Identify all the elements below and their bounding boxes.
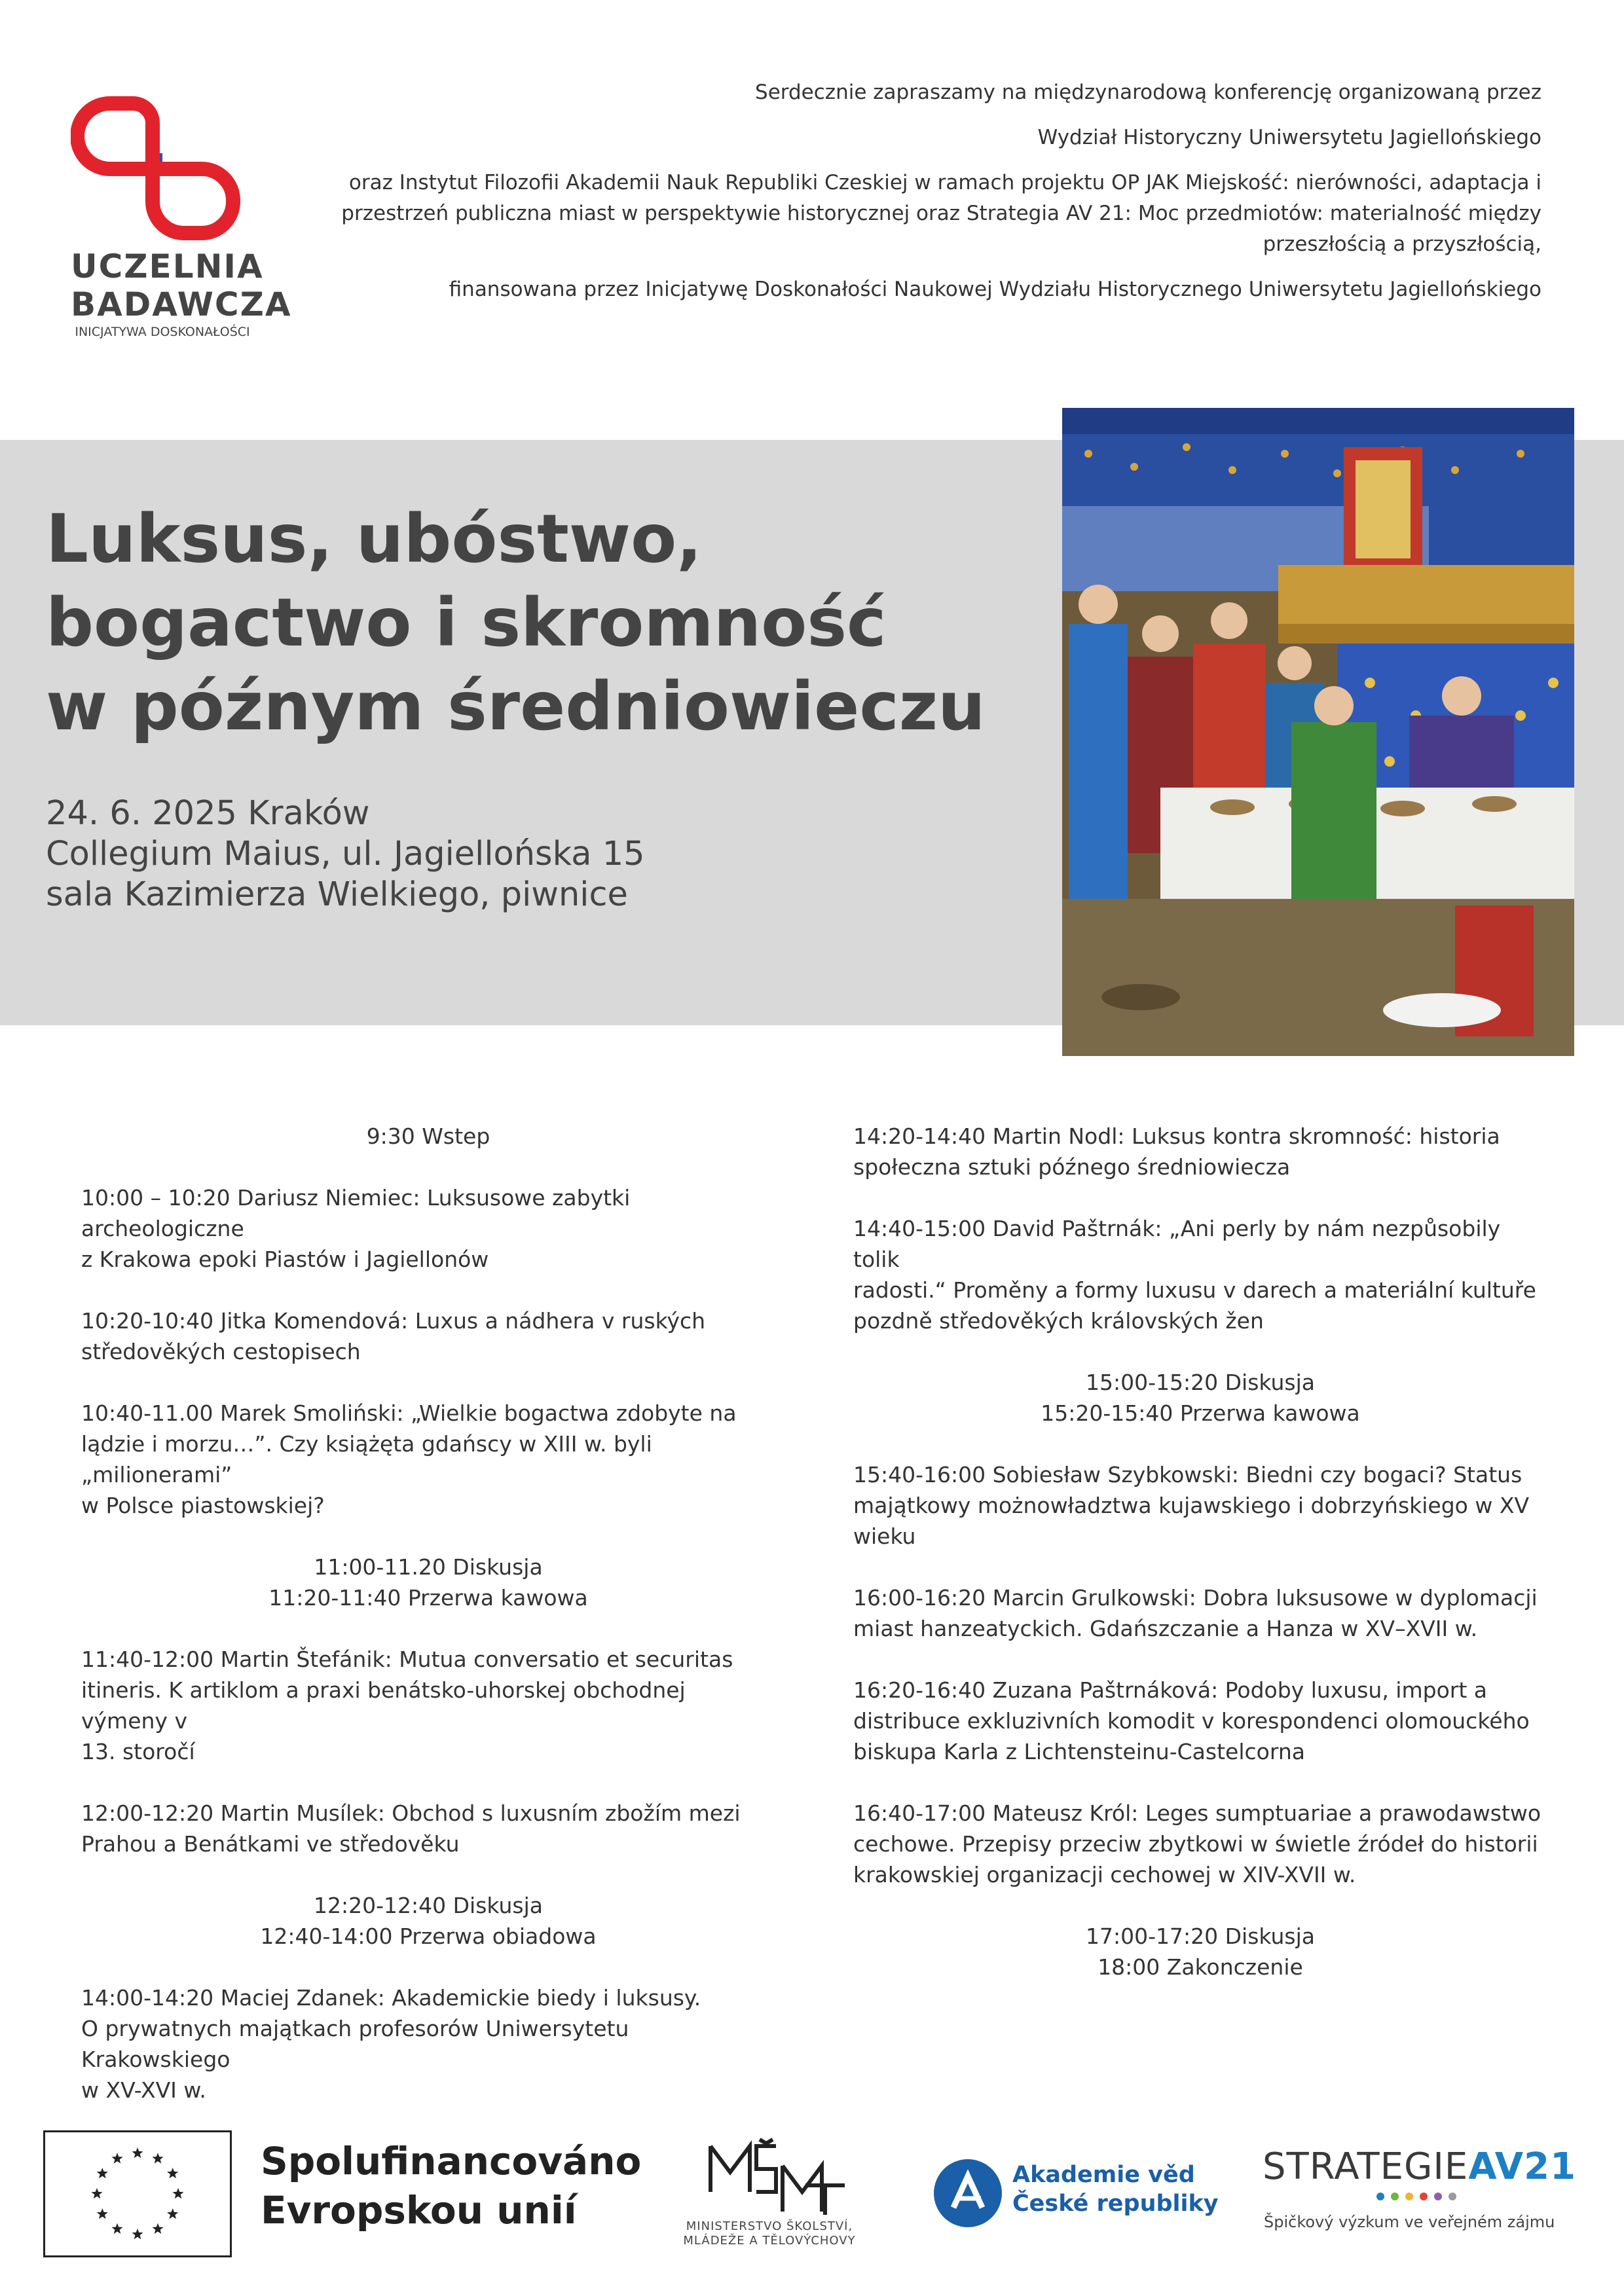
academy-of-sciences-icon: [934, 2159, 1002, 2227]
program-line: krakowskiej organizacji cechowej w XIV-XVII w.: [853, 1862, 1356, 1887]
title-line-2: bogactwo i skromność: [46, 584, 887, 662]
program-break: [81, 1890, 775, 1952]
program-line: wieku: [853, 1523, 916, 1549]
program-line: 9:30 Wstep: [366, 1123, 490, 1149]
eu-line-2: Evropskou unií: [261, 2188, 577, 2232]
program-line: cechowe. Przepisy przeciw zbytkowi w świetle źródeł do historii: [853, 1831, 1538, 1857]
eu-star-icon: [167, 2208, 178, 2219]
program-column-left: [81, 1121, 775, 2136]
eu-star-icon: [91, 2188, 102, 2198]
program-line: 10:00 – 10:20 Dariusz Niemiec: Luksusowe zabytki archeologiczne: [81, 1185, 631, 1241]
program-line: 10:20-10:40 Jitka Komendová: Luxus a nádhera v ruských: [81, 1308, 706, 1334]
strategie-dots-icon: [1375, 2192, 1480, 2201]
program-line: 16:00-16:20 Marcin Grulkowski: Dobra luksusowe w dyplomacji: [853, 1585, 1538, 1611]
eu-stars-icon: [45, 2132, 230, 2255]
program-line: 13. storočí: [81, 1739, 195, 1764]
logo-line-3: INICJATYWA DOSKONAŁOŚCI: [75, 325, 250, 339]
eu-star-icon: [152, 2153, 163, 2163]
strategie-av21-logo: [1263, 2147, 1576, 2187]
program-talk: [853, 1675, 1547, 1767]
program-break: [81, 1552, 775, 1613]
program-line: z Krakowa epoki Piastów i Jagiellonów: [81, 1247, 489, 1272]
logo-line-2: BADAWCZA: [71, 285, 292, 323]
program-line: 15:00-15:20 Diskusja: [1086, 1370, 1315, 1395]
program-line: radosti.“ Proměny a formy luxusu v darech a materiální kultuře: [853, 1277, 1536, 1303]
program-line: 11:40-12:00 Martin Štefánik: Mutua conversatio et securitas: [81, 1647, 733, 1672]
eu-star-icon: [111, 2223, 122, 2234]
intro-paragraph-3: oraz Instytut Filozofii Akademii Nauk Republiki Czeskiej w ramach projektu OP JAK Miejskość: nierówności, adaptacja i przestrzeń publiczna miast w perspektywie historycznej oraz Strategia AV 21: Moc przedmiotów: materialność między przeszłością a przyszłością,: [341, 171, 1541, 256]
university-logo: [71, 90, 292, 352]
program-line: 11:00-11.20 Diskusja: [314, 1554, 543, 1580]
academy-of-sciences-text: [1012, 2160, 1219, 2218]
program-line: 16:20-16:40 Zuzana Paštrnáková: Podoby luxusu, import a: [853, 1677, 1487, 1703]
eu-star-icon: [111, 2153, 122, 2163]
program-line: 11:20-11:40 Przerwa kawowa: [268, 1585, 588, 1611]
program-line: 12:20-12:40 Diskusja: [314, 1893, 543, 1918]
program-line: O prywatnych majątkach profesorów Uniwersytetu Krakowskiego: [81, 2016, 629, 2072]
program-talk: [81, 1798, 775, 1859]
program-talk: [853, 1213, 1547, 1336]
program-talk: [81, 1305, 775, 1367]
program-line: majątkowy możnowładztwa kujawskiego i dobrzyńskiego w XV: [853, 1493, 1530, 1518]
program-break: [81, 1121, 775, 1152]
program-line: 14:40-15:00 David Paštrnák: „Ani perly by nám nezpůsobily tolik: [853, 1216, 1501, 1272]
strategie-av21: AV21: [1468, 2145, 1577, 2188]
msmt-line-2: MLÁDEŽE A TĚLOVÝCHOVY: [683, 2234, 856, 2248]
program-line: 14:00-14:20 Maciej Zdanek: Akademickie biedy i luksusy.: [81, 1985, 701, 2011]
program-line: 15:20-15:40 Przerwa kawowa: [1041, 1400, 1360, 1426]
logo-mark-icon: [71, 90, 254, 244]
program-line: 16:40-17:00 Mateusz Król: Leges sumptuariae a prawodawstwo: [853, 1800, 1541, 1826]
program-line: 14:20-14:40 Martin Nodl: Luksus kontra skromność: historia: [853, 1123, 1500, 1149]
eu-flag: [43, 2130, 232, 2257]
program-talk: [81, 1182, 775, 1275]
conference-title: [46, 498, 1028, 749]
av-line-1: Akademie věd: [1012, 2162, 1195, 2188]
eu-star-icon: [152, 2223, 163, 2234]
program-line: biskupa Karla z Lichtensteinu-Castelcorna: [853, 1739, 1305, 1764]
strategie-word: STRATEGIE: [1263, 2145, 1469, 2188]
eu-star-icon: [132, 2147, 143, 2158]
program-line: itineris. K artiklom a praxi benátsko-uhorskej obchodnej výmeny v: [81, 1677, 686, 1734]
program-line: lądzie i morzu…”. Czy książęta gdańscy w XIII w. byli „milionerami”: [81, 1431, 652, 1487]
program-talk: [853, 1582, 1547, 1644]
program-break: [853, 1921, 1547, 1982]
program-talk: [81, 1398, 775, 1521]
program-break: [853, 1367, 1547, 1429]
program-line: distribuce exkluzivních komodit v korespondenci olomouckého: [853, 1708, 1530, 1734]
event-room: sala Kazimierza Wielkiego, piwnice: [46, 875, 628, 914]
eu-star-icon: [97, 2168, 108, 2178]
program-talk: [853, 1459, 1547, 1552]
invitation-text: [297, 77, 1541, 319]
logo-line-1: UCZELNIA: [71, 247, 264, 285]
eu-funding-text: [261, 2137, 641, 2235]
program-column-right: [853, 1121, 1547, 2013]
msmt-line-1: MINISTERSTVO ŠKOLSTVÍ,: [686, 2219, 853, 2233]
event-details: [46, 793, 645, 915]
title-line-1: Luksus, ubóstwo,: [46, 500, 702, 578]
program-line: w Polsce piastowskiej?: [81, 1493, 325, 1518]
program-line: 10:40-11.00 Marek Smoliński: „Wielkie bogactwa zdobyte na: [81, 1400, 737, 1426]
eu-line-1: Spolufinancováno: [261, 2139, 642, 2183]
program-talk: [81, 1982, 775, 2105]
program-line: 12:00-12:20 Martin Musílek: Obchod s luxusním zbožím mezi: [81, 1800, 741, 1826]
title-line-3: w późnym średniowieczu: [46, 668, 986, 746]
program-line: Prahou a Benátkami ve středověku: [81, 1831, 460, 1857]
eu-star-icon: [172, 2188, 183, 2198]
program-line: 18:00 Zakonczenie: [1098, 1954, 1303, 1980]
program-talk: [81, 1644, 775, 1767]
program-talk: [853, 1798, 1547, 1890]
intro-paragraph-2: Wydział Historyczny Uniwersytetu Jagiellońskiego: [1037, 126, 1541, 149]
program-line: społeczna sztuki późnego średniowiecza: [853, 1154, 1291, 1180]
program-line: miast hanzeatyckich. Gdańszczanie a Hanza w XV–XVII w.: [853, 1616, 1478, 1641]
av-line-2: České republiky: [1012, 2191, 1219, 2217]
program-line: w XV-XVI w.: [81, 2077, 206, 2103]
program-line: středověkých cestopisech: [81, 1339, 361, 1364]
program-talk: [853, 1121, 1547, 1182]
msmt-text: [645, 2219, 894, 2248]
program-line: pozdně středověkých královských žen: [853, 1308, 1264, 1334]
program-line: 12:40-14:00 Przerwa obiadowa: [260, 1923, 597, 1949]
intro-paragraph-1: Serdecznie zapraszamy na międzynarodową konferencję organizowaną przez: [755, 81, 1541, 104]
program-line: 17:00-17:20 Diskusja: [1086, 1923, 1315, 1949]
program-line: 15:40-16:00 Sobiesław Szybkowski: Biedni czy bogaci? Status: [853, 1462, 1522, 1487]
eu-star-icon: [167, 2168, 178, 2178]
eu-star-icon: [97, 2208, 108, 2219]
intro-paragraph-4: finansowana przez Inicjatywę Doskonałości Naukowej Wydziału Historycznego Uniwersytetu Jagiellońskiego: [449, 278, 1541, 301]
event-venue: Collegium Maius, ul. Jagiellońska 15: [46, 835, 645, 873]
strategie-subtitle: Špičkový výzkum ve veřejném zájmu: [1264, 2213, 1555, 2231]
event-date: 24. 6. 2025 Kraków: [46, 794, 370, 833]
eu-star-icon: [132, 2229, 143, 2239]
medieval-feast-painting: [1062, 408, 1574, 1056]
